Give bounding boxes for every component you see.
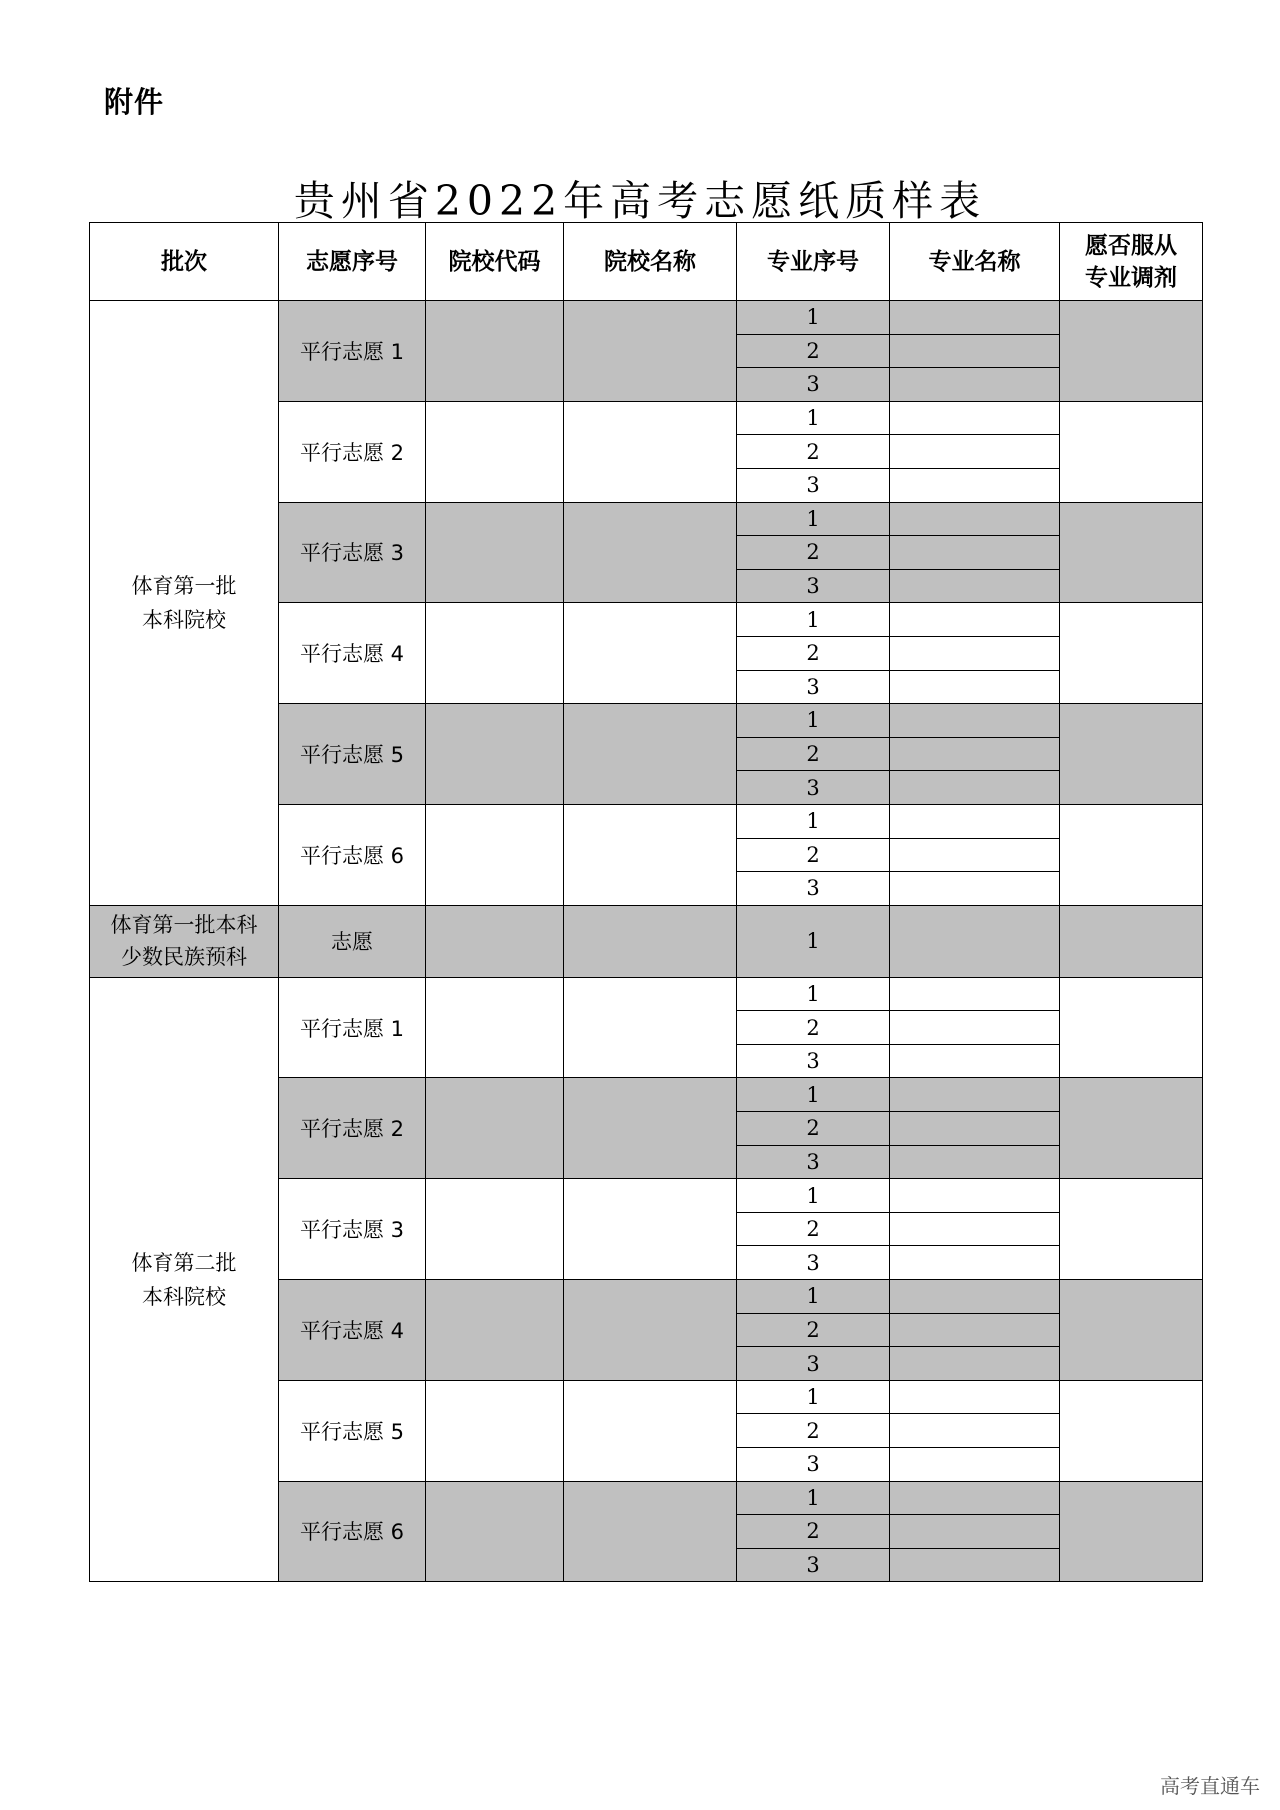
adjust-field[interactable] [1060,977,1203,1078]
major-number: 2 [737,636,890,670]
school-name-field[interactable] [564,301,737,402]
major-number: 3 [737,1448,890,1482]
major-number: 1 [737,603,890,637]
major-number: 1 [737,704,890,738]
table-row [90,977,1203,1011]
volunteer-label: 平行志愿 5 [279,1380,426,1481]
school-name-field[interactable] [564,603,737,704]
volunteer-label: 平行志愿 1 [279,301,426,402]
adjust-field[interactable] [1060,603,1203,704]
school-code-field[interactable] [426,804,564,905]
major-number: 3 [737,771,890,805]
school-name-field[interactable] [564,1179,737,1280]
school-name-field[interactable] [564,1380,737,1481]
volunteer-label: 平行志愿 6 [279,804,426,905]
batch1-label-line1: 体育第一批 [131,573,237,598]
adjust-field[interactable] [1060,502,1203,603]
volunteer-label: 平行志愿 2 [279,1078,426,1179]
minority-volunteer-label: 志愿 [279,905,426,977]
batch2-label-line2: 本科院校 [142,1284,226,1309]
school-code-field[interactable] [426,301,564,402]
major-number: 3 [737,368,890,402]
major-number: 2 [737,334,890,368]
header-volunteer-no: 志愿序号 [279,223,426,301]
major-name-field[interactable] [890,502,1060,536]
major-number: 1 [737,905,890,977]
major-number: 3 [737,1246,890,1280]
major-name-field[interactable] [890,301,1060,335]
major-name-field[interactable] [890,1548,1060,1582]
major-name-field[interactable] [890,569,1060,603]
major-number: 2 [737,737,890,771]
header-adjust-line1: 愿否服从 [1085,232,1177,259]
major-name-field[interactable] [890,468,1060,502]
major-name-field[interactable] [890,1145,1060,1179]
batch1-label [90,301,279,906]
major-name-field[interactable] [890,1313,1060,1347]
minority-label [90,905,279,977]
major-number: 2 [737,1414,890,1448]
header-school-name: 院校名称 [564,223,737,301]
volunteer-form-table [89,222,1203,1582]
school-code-field[interactable] [426,502,564,603]
form-title: 贵州省2022年高考志愿纸质样表 [293,177,987,225]
adjust-field[interactable] [1060,301,1203,402]
footer-watermark: 高考直通车 [1160,1774,1260,1798]
major-name-field[interactable] [890,1347,1060,1381]
school-name-field[interactable] [564,977,737,1078]
major-number: 1 [737,1481,890,1515]
major-number: 1 [737,301,890,335]
major-name-field[interactable] [890,1212,1060,1246]
major-name-field[interactable] [890,771,1060,805]
major-name-field[interactable] [890,334,1060,368]
major-name-field[interactable] [890,1280,1060,1314]
school-code-field[interactable] [426,1280,564,1381]
volunteer-label: 平行志愿 1 [279,977,426,1078]
adjust-field[interactable] [1060,704,1203,805]
major-name-field[interactable] [890,704,1060,738]
major-number: 2 [737,1011,890,1045]
header-major-no: 专业序号 [737,223,890,301]
school-code-field[interactable] [426,1481,564,1582]
header-school-code: 院校代码 [426,223,564,301]
major-name-field[interactable] [890,1481,1060,1515]
adjust-field[interactable] [1060,1078,1203,1179]
volunteer-label: 平行志愿 4 [279,1280,426,1381]
adjust-field[interactable] [1060,1380,1203,1481]
major-number: 3 [737,1347,890,1381]
school-code-field[interactable] [426,401,564,502]
school-code-field[interactable] [426,905,564,977]
major-number: 3 [737,1145,890,1179]
major-name-field[interactable] [890,1179,1060,1213]
major-number: 2 [737,1112,890,1146]
school-code-field[interactable] [426,603,564,704]
major-number: 3 [737,468,890,502]
school-name-field[interactable] [564,804,737,905]
minority-row [90,905,1203,977]
adjust-field[interactable] [1060,905,1203,977]
school-name-field[interactable] [564,502,737,603]
volunteer-label: 平行志愿 3 [279,502,426,603]
major-name-field[interactable] [890,1414,1060,1448]
major-name-field[interactable] [890,1078,1060,1112]
volunteer-label: 平行志愿 4 [279,603,426,704]
header-major-name: 专业名称 [890,223,1060,301]
major-name-field[interactable] [890,435,1060,469]
major-number: 1 [737,1380,890,1414]
school-name-field[interactable] [564,1280,737,1381]
table-row [90,301,1203,335]
adjust-field[interactable] [1060,401,1203,502]
major-number: 2 [737,838,890,872]
volunteer-label: 平行志愿 2 [279,401,426,502]
major-name-field[interactable] [890,1515,1060,1549]
adjust-field[interactable] [1060,1179,1203,1280]
major-number: 1 [737,977,890,1011]
major-name-field[interactable] [890,401,1060,435]
major-number: 1 [737,804,890,838]
school-name-field[interactable] [564,401,737,502]
major-number: 3 [737,1044,890,1078]
volunteer-label: 平行志愿 6 [279,1481,426,1582]
major-number: 3 [737,569,890,603]
major-number: 2 [737,1313,890,1347]
major-name-field[interactable] [890,1044,1060,1078]
school-name-field[interactable] [564,1078,737,1179]
major-number: 3 [737,872,890,906]
major-name-field[interactable] [890,804,1060,838]
major-number: 3 [737,1548,890,1582]
header-row [90,223,1203,301]
batch2-label [90,977,279,1582]
major-name-field[interactable] [890,536,1060,570]
volunteer-label: 平行志愿 3 [279,1179,426,1280]
major-name-field[interactable] [890,872,1060,906]
major-number: 2 [737,1515,890,1549]
adjust-field[interactable] [1060,1481,1203,1582]
major-number: 1 [737,1179,890,1213]
major-number: 1 [737,1280,890,1314]
school-code-field[interactable] [426,977,564,1078]
major-name-field[interactable] [890,636,1060,670]
major-name-field[interactable] [890,1112,1060,1146]
header-batch: 批次 [90,223,279,301]
major-number: 1 [737,502,890,536]
major-name-field[interactable] [890,905,1060,977]
header-adjust [1060,223,1203,301]
major-name-field[interactable] [890,977,1060,1011]
major-name-field[interactable] [890,1246,1060,1280]
major-name-field[interactable] [890,1380,1060,1414]
minority-label-line1: 体育第一批本科 [110,913,258,938]
major-number: 1 [737,1078,890,1112]
volunteer-label: 平行志愿 5 [279,704,426,805]
batch2-label-line1: 体育第二批 [131,1250,237,1275]
major-number: 1 [737,401,890,435]
major-number: 2 [737,536,890,570]
major-name-field[interactable] [890,737,1060,771]
major-name-field[interactable] [890,368,1060,402]
school-name-field[interactable] [564,905,737,977]
header-adjust-line2: 专业调剂 [1085,264,1177,291]
school-code-field[interactable] [426,1078,564,1179]
school-code-field[interactable] [426,1179,564,1280]
major-name-field[interactable] [890,1448,1060,1482]
major-number: 2 [737,435,890,469]
school-name-field[interactable] [564,704,737,805]
major-name-field[interactable] [890,1011,1060,1045]
major-number: 3 [737,670,890,704]
school-code-field[interactable] [426,704,564,805]
major-number: 2 [737,1212,890,1246]
major-name-field[interactable] [890,603,1060,637]
school-code-field[interactable] [426,1380,564,1481]
major-name-field[interactable] [890,670,1060,704]
attachment-label: 附件 [104,85,165,119]
adjust-field[interactable] [1060,1280,1203,1381]
school-name-field[interactable] [564,1481,737,1582]
minority-label-line2: 少数民族预科 [121,945,247,970]
adjust-field[interactable] [1060,804,1203,905]
batch1-label-line2: 本科院校 [142,607,226,632]
major-name-field[interactable] [890,838,1060,872]
